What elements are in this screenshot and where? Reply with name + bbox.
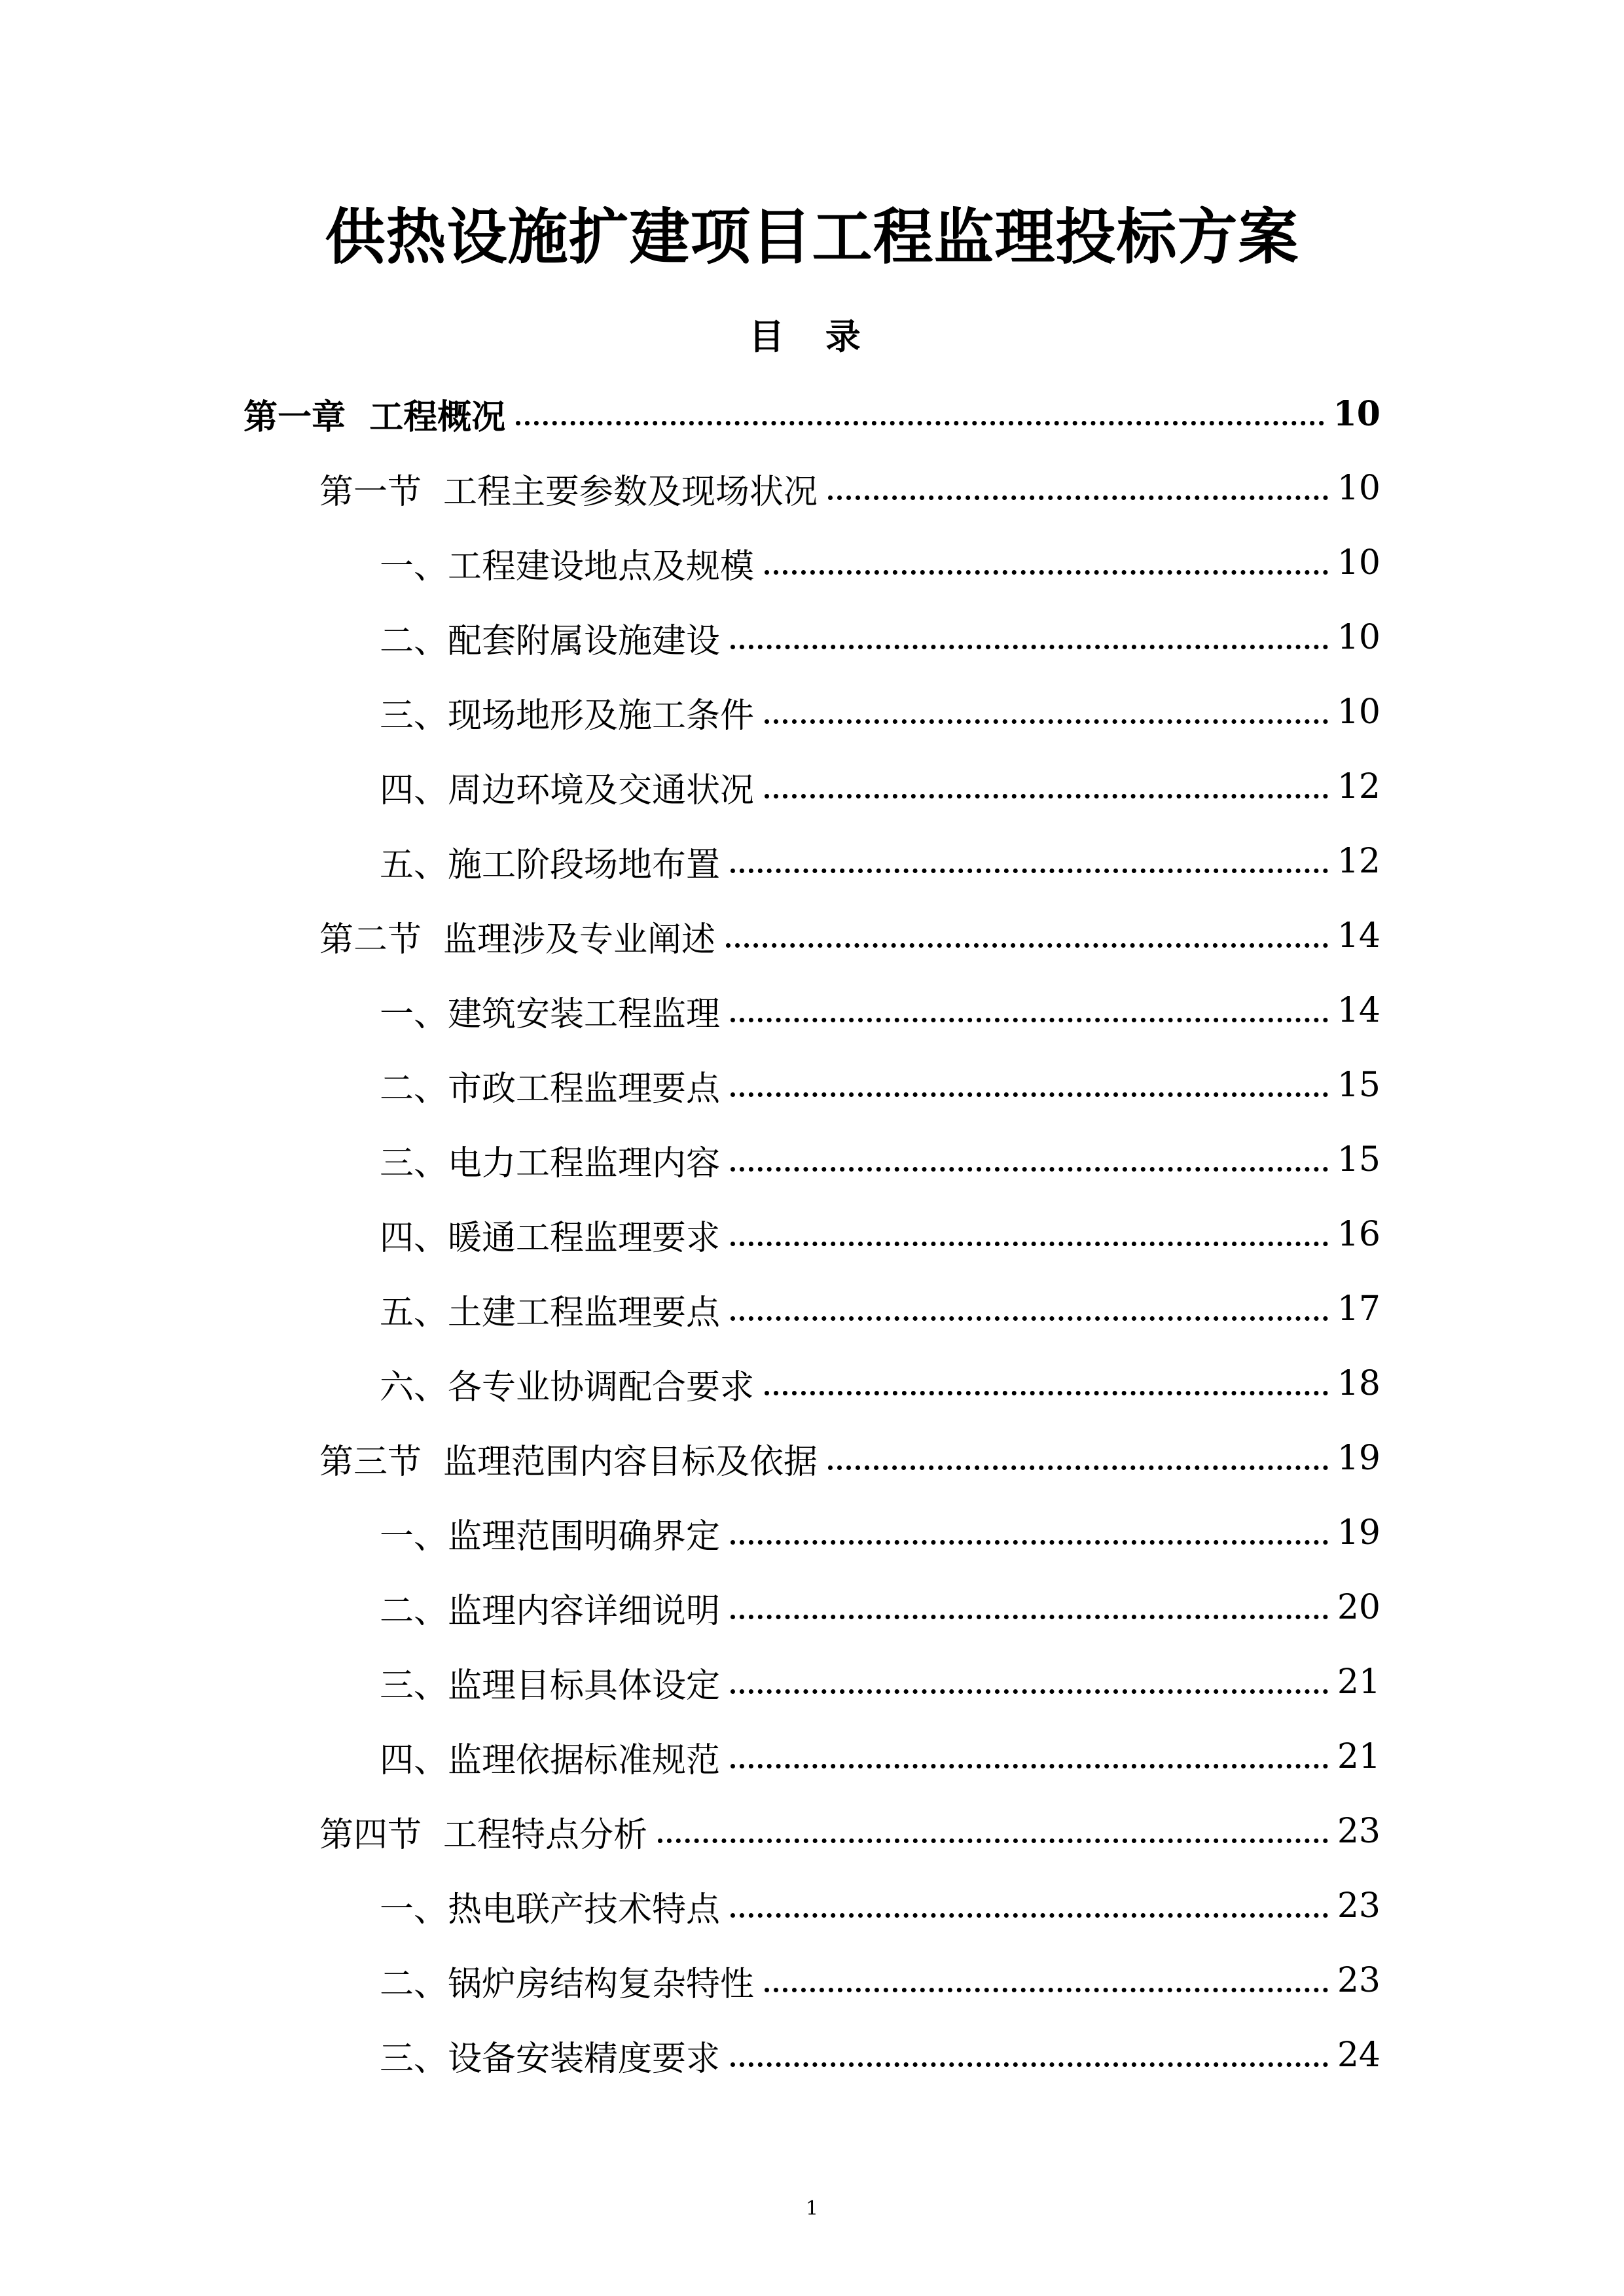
toc-entry-page: 10 xyxy=(1337,618,1380,657)
dot-leader xyxy=(731,1913,1328,1918)
toc-entry-page: 23 xyxy=(1337,1812,1380,1851)
toc-entry-page: 10 xyxy=(1333,393,1380,434)
toc-entry-page: 23 xyxy=(1337,1886,1380,1926)
toc-entry-subsection[interactable] xyxy=(0,1719,1624,1794)
toc-entry-label: 三、设备安装精度要求 xyxy=(380,2039,721,2079)
toc-entry-page: 21 xyxy=(1337,1662,1380,1702)
dot-leader xyxy=(828,495,1328,500)
toc-entry-section[interactable] xyxy=(0,899,1624,973)
document-title: 供热设施扩建项目工程监理投标方案 xyxy=(325,202,1299,272)
toc-entry-page: 15 xyxy=(1337,1140,1380,1179)
dot-leader xyxy=(731,1018,1328,1022)
toc-entry-subsection[interactable] xyxy=(0,973,1624,1048)
toc-entry-label: 三、现场地形及施工条件 xyxy=(380,696,755,736)
toc-entry-subsection[interactable] xyxy=(0,1197,1624,1272)
toc-entry-page: 16 xyxy=(1337,1215,1380,1254)
toc-entry-label: 一、监理范围明确界定 xyxy=(380,1516,721,1556)
toc-entry-page: 24 xyxy=(1337,2036,1380,2075)
toc-entry-label: 第一节 工程主要参数及现场状况 xyxy=(319,472,818,512)
toc-entry-subsection[interactable] xyxy=(0,1122,1624,1197)
toc-entry-label: 一、工程建设地点及规模 xyxy=(380,547,755,586)
dot-leader xyxy=(731,1316,1328,1321)
toc-entry-subsection[interactable] xyxy=(0,1048,1624,1122)
toc-entry-subsection[interactable] xyxy=(0,675,1624,749)
dot-leader xyxy=(765,794,1328,798)
toc-entry-label: 第三节 监理范围内容目标及依据 xyxy=(319,1442,818,1482)
toc-entry-subsection[interactable] xyxy=(0,526,1624,600)
toc-entry-page: 10 xyxy=(1337,692,1380,732)
toc-entry-label: 二、配套附属设施建设 xyxy=(380,621,721,661)
dot-leader xyxy=(731,1764,1328,1768)
toc-entry-label: 四、周边环境及交通状况 xyxy=(380,770,755,810)
dot-leader xyxy=(731,645,1328,649)
toc-entry-page: 12 xyxy=(1337,767,1380,806)
toc-entry-section[interactable] xyxy=(0,451,1624,526)
dot-leader xyxy=(731,1689,1328,1694)
toc-entry-label: 六、各专业协调配合要求 xyxy=(380,1367,755,1407)
toc-entry-label: 三、监理目标具体设定 xyxy=(380,1666,721,1706)
toc-entry-section[interactable] xyxy=(0,1421,1624,1496)
toc-entry-subsection[interactable] xyxy=(0,824,1624,899)
toc-entry-subsection[interactable] xyxy=(0,1496,1624,1570)
toc-entry-page: 21 xyxy=(1337,1737,1380,1776)
toc-entry-label: 五、土建工程监理要点 xyxy=(380,1293,721,1333)
toc-entry-subsection[interactable] xyxy=(0,2018,1624,2092)
toc-entry-label: 二、监理内容详细说明 xyxy=(380,1591,721,1631)
toc-entry-page: 12 xyxy=(1337,842,1380,881)
dot-leader xyxy=(658,1839,1328,1843)
dot-leader xyxy=(731,1540,1328,1545)
toc-entry-label: 四、监理依据标准规范 xyxy=(380,1740,721,1780)
toc-entry-page: 10 xyxy=(1337,543,1380,583)
toc-entry-page: 18 xyxy=(1337,1364,1380,1403)
dot-leader xyxy=(765,1988,1328,1992)
table-of-contents xyxy=(0,376,1624,2092)
toc-entry-subsection[interactable] xyxy=(0,749,1624,824)
dot-leader xyxy=(516,421,1324,425)
toc-heading: 目 录 xyxy=(749,316,875,357)
toc-entry-label: 五、施工阶段场地布置 xyxy=(380,845,721,885)
page-number: 1 xyxy=(805,2197,819,2220)
toc-entry-label: 第一章 工程概况 xyxy=(244,397,506,437)
toc-entry-subsection[interactable] xyxy=(0,1570,1624,1645)
dot-leader xyxy=(828,1465,1328,1470)
toc-entry-label: 二、市政工程监理要点 xyxy=(380,1069,721,1109)
toc-entry-chapter[interactable] xyxy=(0,376,1624,451)
toc-entry-page: 15 xyxy=(1337,1066,1380,1105)
toc-entry-label: 二、锅炉房结构复杂特性 xyxy=(380,1964,755,2004)
toc-entry-label: 一、热电联产技术特点 xyxy=(380,1890,721,1929)
toc-entry-label: 第二节 监理涉及专业阐述 xyxy=(319,920,716,960)
toc-entry-label: 四、暖通工程监理要求 xyxy=(380,1218,721,1258)
toc-entry-label: 一、建筑安装工程监理 xyxy=(380,994,721,1034)
toc-entry-subsection[interactable] xyxy=(0,600,1624,675)
dot-leader xyxy=(765,1391,1328,1395)
dot-leader xyxy=(765,719,1328,724)
dot-leader xyxy=(731,2062,1328,2067)
toc-entry-page: 19 xyxy=(1337,1513,1380,1552)
toc-entry-label: 三、电力工程监理内容 xyxy=(380,1143,721,1183)
toc-entry-label: 第四节 工程特点分析 xyxy=(319,1815,648,1855)
toc-entry-subsection[interactable] xyxy=(0,1272,1624,1346)
toc-entry-subsection[interactable] xyxy=(0,1346,1624,1421)
dot-leader xyxy=(731,1092,1328,1097)
dot-leader xyxy=(731,1167,1328,1172)
dot-leader xyxy=(731,1242,1328,1246)
toc-entry-section[interactable] xyxy=(0,1794,1624,1869)
toc-entry-page: 14 xyxy=(1337,916,1380,956)
toc-entry-page: 14 xyxy=(1337,991,1380,1030)
toc-entry-subsection[interactable] xyxy=(0,1869,1624,1943)
dot-leader xyxy=(726,943,1328,948)
toc-entry-page: 20 xyxy=(1337,1588,1380,1627)
toc-entry-page: 17 xyxy=(1337,1289,1380,1329)
toc-entry-page: 23 xyxy=(1337,1961,1380,2000)
dot-leader xyxy=(731,1615,1328,1619)
toc-entry-subsection[interactable] xyxy=(0,1943,1624,2018)
toc-entry-subsection[interactable] xyxy=(0,1645,1624,1719)
toc-entry-page: 10 xyxy=(1337,469,1380,508)
dot-leader xyxy=(731,869,1328,873)
toc-entry-page: 19 xyxy=(1337,1439,1380,1478)
dot-leader xyxy=(765,570,1328,575)
